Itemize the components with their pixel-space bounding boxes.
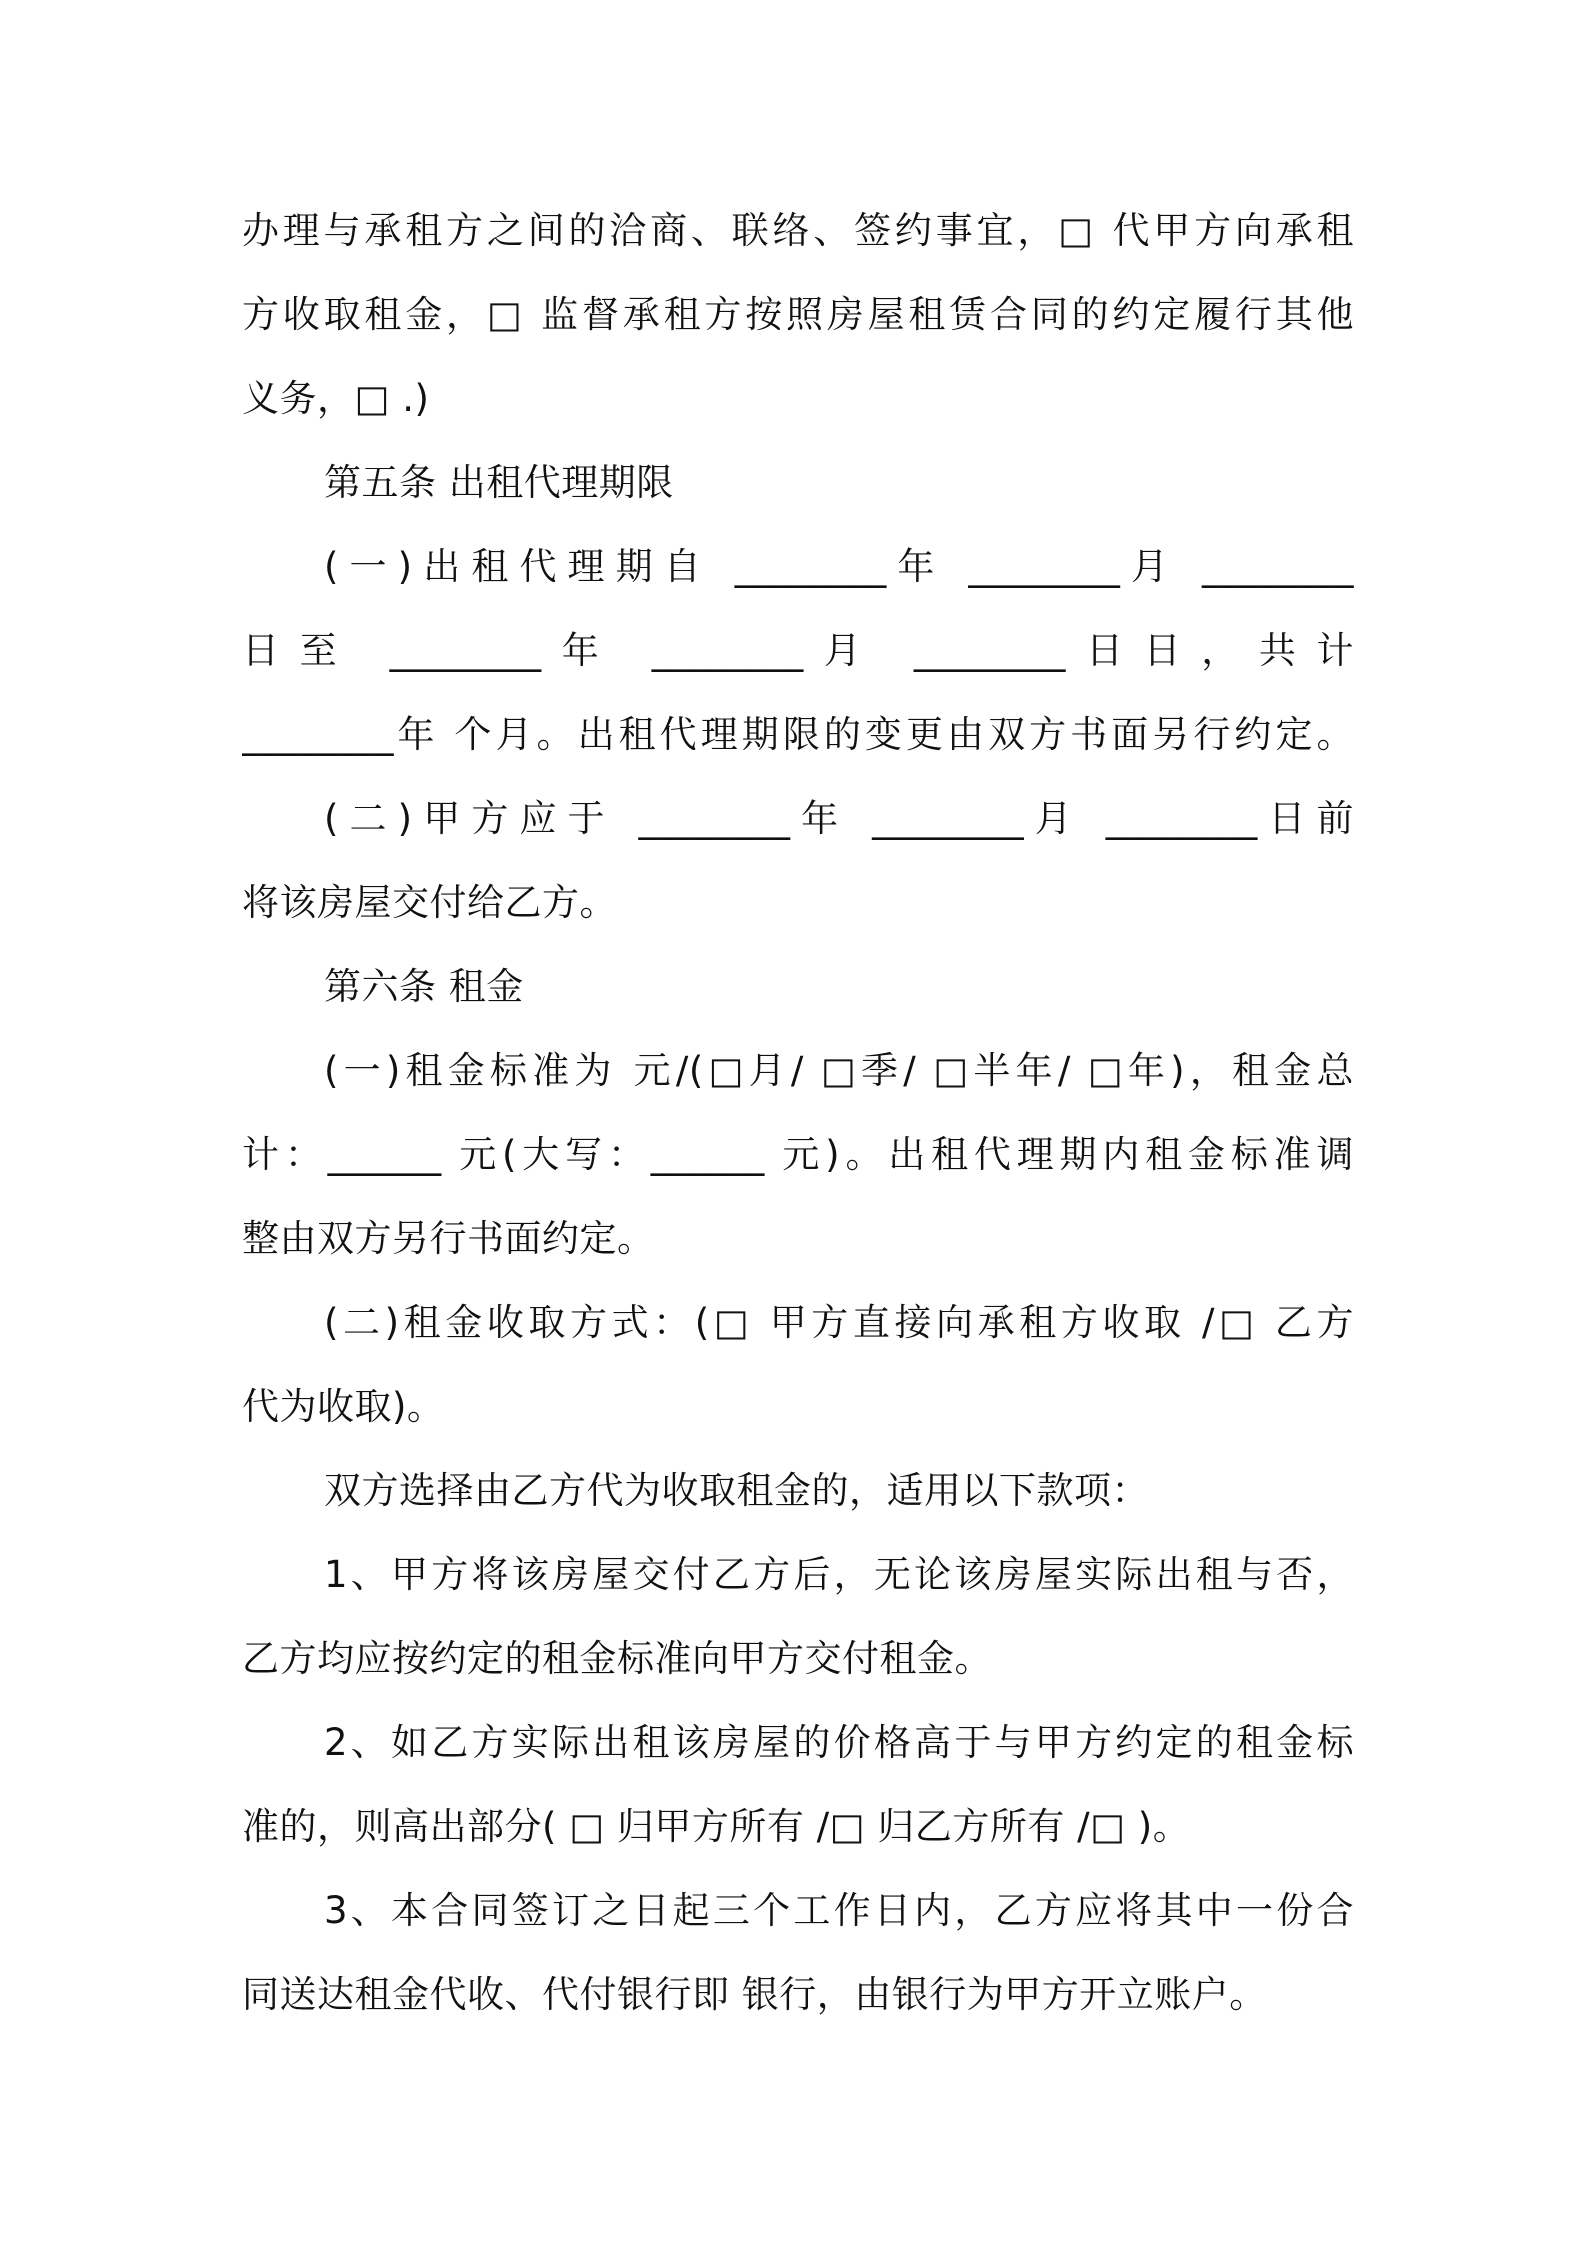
text-line: 将该房屋交付给乙方。 [242, 881, 617, 924]
list-item: 2、如乙方实际出租该房屋的价格高于与甲方约定的租金标 [324, 1721, 1354, 1764]
text-line: 同送达租金代收、代付银行即 银行，由银行为甲方开立账户。 [242, 1973, 1267, 2016]
text-line: (一)租金标准为 元/(□月/ □季/ □半年/ □年)，租金总 [324, 1049, 1354, 1092]
text-line: 准的，则高出部分( □ 归甲方所有 /□ 归乙方所有 /□ )。 [242, 1805, 1191, 1848]
text-line: (二)租金收取方式：(□ 甲方直接向承租方收取 /□ 乙方 [324, 1301, 1354, 1344]
section-heading: 第六条 租金 [324, 965, 524, 1008]
text-line: 代为收取)。 [242, 1385, 445, 1428]
text-line: 整由双方另行书面约定。 [242, 1217, 655, 1260]
text-line: ________年 个月。出租代理期限的变更由双方书面另行约定。 [242, 713, 1354, 756]
list-item: 1、甲方将该房屋交付乙方后，无论该房屋实际出租与否， [324, 1553, 1354, 1596]
text-line: 双方选择由乙方代为收取租金的，适用以下款项： [324, 1469, 1149, 1512]
text-line: (二)甲方应于 ________年 ________月 ________日前 [324, 797, 1354, 840]
section-heading: 第五条 出租代理期限 [324, 461, 674, 504]
text-line: 乙方均应按约定的租金标准向甲方交付租金。 [242, 1637, 992, 1680]
text-line: 义务，□ .) [242, 377, 430, 420]
list-item: 3、本合同签订之日起三个工作日内，乙方应将其中一份合 [324, 1889, 1354, 1932]
text-line: 办理与承租方之间的洽商、联络、签约事宜，□ 代甲方向承租 [242, 209, 1354, 252]
text-line: 计：______ 元(大写：______ 元)。出租代理期内租金标准调 [242, 1133, 1354, 1176]
text-line: 日至 ________年 ________月 ________日日，共计 [242, 629, 1354, 672]
text-line: 方收取租金，□ 监督承租方按照房屋租赁合同的约定履行其他 [242, 293, 1354, 336]
text-line: (一)出租代理期自 ________年 ________月 ________ [324, 545, 1354, 588]
